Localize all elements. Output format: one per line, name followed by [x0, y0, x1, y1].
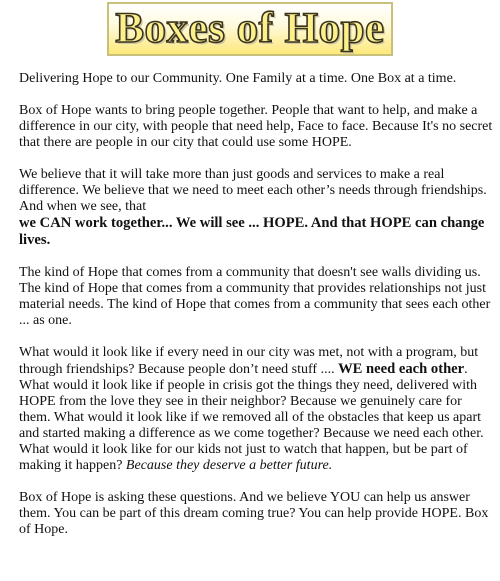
document-body: [19, 71, 495, 554]
paragraph-mission: Box of Hope wants to bring people together. People that want to help, and make a difference in our city, with people that need help, Face to face. Because It's no secret that there are people in our city that could use some HOPE.: [19, 103, 493, 150]
paragraph-questions-text-2: . What would it look like if people in crisis got the things they need, delivered with HOPE from the love they see in their neighbor? Because we genuinely care for them. What would it look like if we removed all of the obstacles that keep us apart and started making a difference as we come together? Because we need each other. What would it look like for our kids not just to watch that happen, but be part of making it happen?: [19, 362, 484, 473]
paragraph-questions-bold: WE need each other: [338, 361, 465, 377]
paragraph-closing: Box of Hope is asking these questions. And we believe YOU can help us answer them. You can be part of this dream coming true? You can help provide HOPE. Box of Hope.: [19, 490, 489, 537]
paragraph-intro: Delivering Hope to our Community. One Family at a time. One Box at a time.: [19, 71, 457, 86]
paragraph-questions-text-1: What would it look like if every need in our city was met, not with a program, but through friendships? Because people don’t need stuff ....: [19, 345, 479, 377]
paragraph-belief: [19, 167, 495, 249]
paragraph-kind-of-hope: The kind of Hope that comes from a community that doesn't see walls dividing us. The kind of Hope that comes from a community that provides relationships not just material needs. The kind of Hope that comes from a community that sees each other ... as one.: [19, 265, 491, 328]
paragraph-questions-italic: Because they deserve a better future.: [125, 458, 333, 473]
title-banner: [0, 2, 500, 56]
paragraph-belief-text: We believe that it will take more than just goods and services to make a real difference. We believe that we need to meet each other’s needs through friendships. And when we see, that: [19, 167, 487, 214]
paragraph-questions: [19, 345, 495, 474]
paragraph-belief-bold: we CAN work together... We will see ... HOPE. And that HOPE can change lives.: [19, 215, 485, 248]
page-title: Boxes of Hope: [107, 2, 392, 56]
